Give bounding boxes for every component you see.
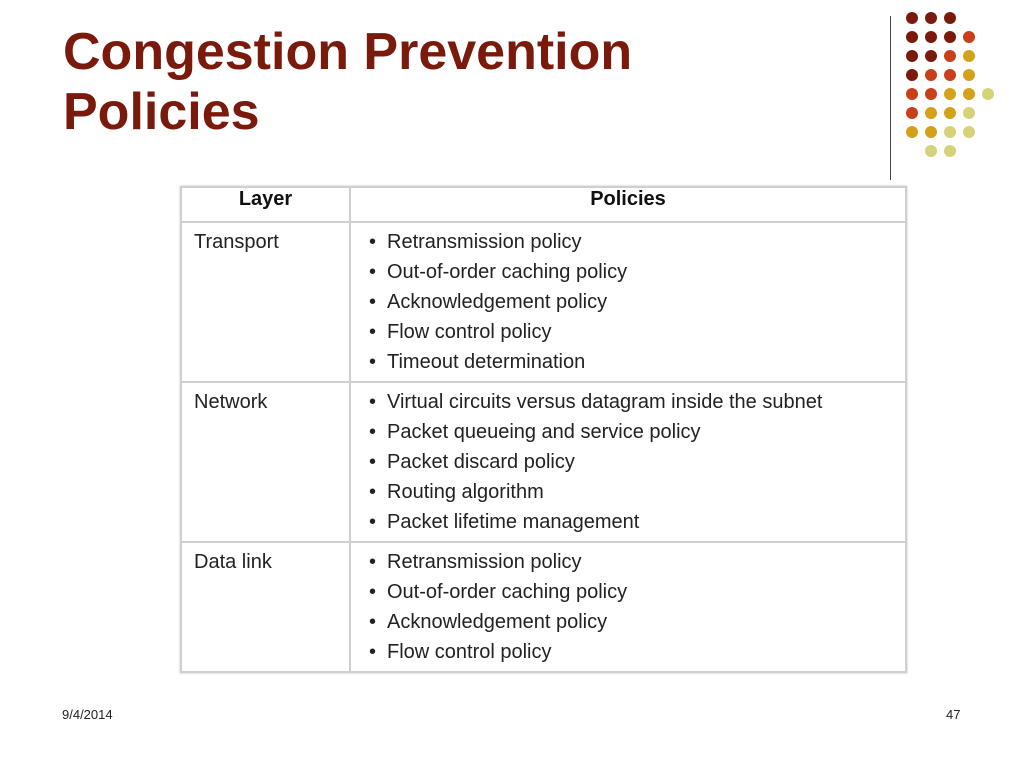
- decorative-dot: [925, 69, 937, 81]
- policy-list: [369, 227, 905, 377]
- decorative-dot: [963, 69, 975, 81]
- layer-cell: Data link: [181, 542, 350, 672]
- policy-item: • Flow control policy: [369, 317, 905, 347]
- decorative-dot: [925, 12, 937, 24]
- decorative-dot: [906, 88, 918, 100]
- decorative-dot: [906, 126, 918, 138]
- decorative-dot: [925, 145, 937, 157]
- decorative-dot: [963, 50, 975, 62]
- congestion-policies-table: [180, 186, 907, 673]
- policy-item: • Packet lifetime management: [369, 507, 905, 537]
- decorative-dot: [925, 126, 937, 138]
- decorative-dot: [944, 12, 956, 24]
- decorative-dot: [944, 107, 956, 119]
- policy-list: [369, 387, 905, 537]
- decorative-dot: [906, 107, 918, 119]
- divider-line: [890, 16, 891, 180]
- decorative-dot: [906, 12, 918, 24]
- column-header-policies: Policies: [350, 187, 906, 222]
- decorative-dot: [944, 88, 956, 100]
- policy-cell: [350, 382, 906, 542]
- decorative-dot: [982, 88, 994, 100]
- policy-item: • Acknowledgement policy: [369, 607, 905, 637]
- decorative-dot: [963, 107, 975, 119]
- policy-item: • Retransmission policy: [369, 547, 905, 577]
- slide-number: 47: [946, 707, 961, 722]
- policy-item: • Routing algorithm: [369, 477, 905, 507]
- decorative-dot: [944, 31, 956, 43]
- slide-title: [63, 22, 863, 142]
- table-row: [181, 222, 906, 382]
- decorative-dot: [906, 50, 918, 62]
- decorative-dot: [925, 50, 937, 62]
- decorative-dot: [944, 145, 956, 157]
- slide-title-line-2: Policies: [63, 83, 260, 141]
- decorative-dot: [944, 126, 956, 138]
- decorative-dot: [925, 31, 937, 43]
- policy-item: • Out-of-order caching policy: [369, 257, 905, 287]
- decorative-dot: [963, 88, 975, 100]
- policy-item: • Acknowledgement policy: [369, 287, 905, 317]
- policy-item: • Timeout determination: [369, 347, 905, 377]
- policy-item: • Flow control policy: [369, 637, 905, 667]
- policy-cell: [350, 222, 906, 382]
- table-row: [181, 542, 906, 672]
- table-header-row: [181, 187, 906, 222]
- layer-cell: Network: [181, 382, 350, 542]
- layer-cell: Transport: [181, 222, 350, 382]
- footer-date: 9/4/2014: [62, 707, 113, 722]
- table-row: [181, 382, 906, 542]
- policy-item: • Out-of-order caching policy: [369, 577, 905, 607]
- decorative-dot: [925, 107, 937, 119]
- column-header-layer: Layer: [181, 187, 350, 222]
- decorative-dot: [963, 126, 975, 138]
- decorative-dot: [925, 88, 937, 100]
- decorative-dot: [944, 69, 956, 81]
- decorative-dot: [944, 50, 956, 62]
- policy-cell: [350, 542, 906, 672]
- decorative-dot: [963, 31, 975, 43]
- policy-item: • Packet discard policy: [369, 447, 905, 477]
- decorative-dot: [906, 31, 918, 43]
- policy-item: • Retransmission policy: [369, 227, 905, 257]
- slide-title-line-1: Congestion Prevention: [63, 23, 633, 81]
- policy-item: • Packet queueing and service policy: [369, 417, 905, 447]
- decorative-dot: [906, 69, 918, 81]
- policy-list: [369, 547, 905, 667]
- policy-item: • Virtual circuits versus datagram inside the subnet: [369, 387, 905, 417]
